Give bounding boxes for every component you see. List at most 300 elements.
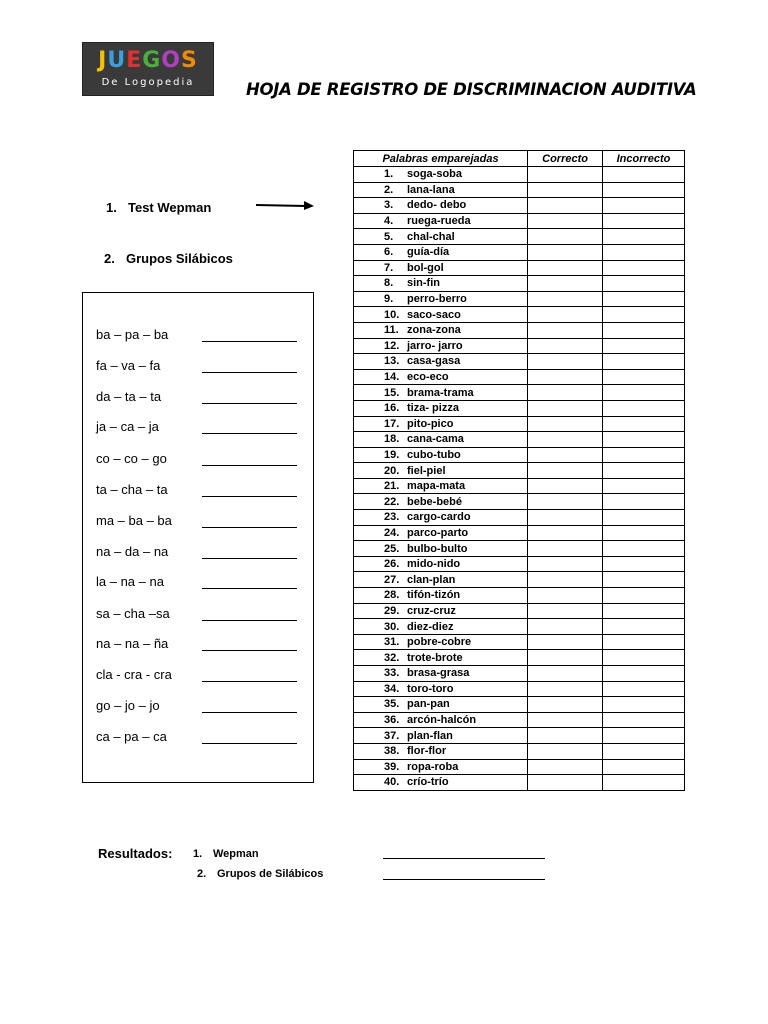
incorrecto-cell[interactable]	[603, 291, 685, 307]
word-pair: diez-diez	[407, 620, 454, 633]
word-pair-cell	[354, 510, 528, 526]
word-pair: soga-soba	[407, 168, 463, 181]
word-pair-cell	[354, 775, 528, 791]
incorrecto-cell[interactable]	[603, 167, 685, 183]
table-row	[354, 541, 685, 557]
word-pair: lana-lana	[407, 183, 455, 196]
incorrecto-cell[interactable]	[603, 322, 685, 338]
syllable-text: ca – pa – ca	[96, 729, 167, 744]
word-pair: pan-pan	[407, 698, 450, 711]
word-pair: cargo-cardo	[407, 511, 471, 524]
table-row	[354, 510, 685, 526]
arrow-right-icon	[256, 199, 316, 213]
table-row	[354, 369, 685, 385]
incorrecto-cell[interactable]	[603, 697, 685, 713]
result-item-wepman	[193, 848, 259, 860]
row-number: 1.	[384, 168, 394, 181]
row-number: 20.	[384, 464, 400, 477]
result-number: 1.	[193, 848, 203, 860]
logo-subtitle: De Logopedia	[101, 77, 195, 88]
row-number: 34.	[384, 682, 400, 695]
correcto-cell[interactable]	[528, 463, 603, 479]
incorrecto-cell[interactable]	[603, 603, 685, 619]
word-pair: mapa-mata	[407, 480, 466, 493]
syllable-row	[96, 636, 306, 656]
section-label: Grupos Silábicos	[126, 251, 233, 266]
result-number: 2.	[197, 868, 207, 880]
word-pair-cell	[354, 369, 528, 385]
word-pair: chal-chal	[407, 230, 455, 243]
word-pair-cell	[354, 198, 528, 214]
section-number: 2.	[104, 251, 115, 266]
word-pair: saco-saco	[407, 308, 461, 321]
correcto-cell[interactable]	[528, 322, 603, 338]
section-label: Test Wepman	[128, 200, 212, 215]
table-header-row	[354, 151, 685, 167]
table-row	[354, 712, 685, 728]
table-row	[354, 775, 685, 791]
table-row	[354, 447, 685, 463]
syllable-text: na – na – ña	[96, 636, 169, 651]
word-pair: cubo-tubo	[407, 448, 461, 461]
syllable-answer-line[interactable]	[202, 465, 297, 466]
incorrecto-cell[interactable]	[603, 213, 685, 229]
word-pair-cell	[354, 244, 528, 260]
row-number: 8.	[384, 277, 394, 290]
table-row	[354, 681, 685, 697]
row-number: 3.	[384, 199, 394, 212]
incorrecto-cell[interactable]	[603, 494, 685, 510]
word-pair-cell	[354, 291, 528, 307]
syllable-answer-line[interactable]	[202, 620, 297, 621]
syllable-answer-line[interactable]	[202, 433, 297, 434]
section-grupos-silabicos	[104, 251, 233, 266]
correcto-cell[interactable]	[528, 385, 603, 401]
correcto-cell[interactable]	[528, 447, 603, 463]
word-pair-cell	[354, 541, 528, 557]
word-pair-cell	[354, 588, 528, 604]
incorrecto-cell[interactable]	[603, 619, 685, 635]
correcto-cell[interactable]	[528, 728, 603, 744]
word-pair: zona-zona	[407, 324, 461, 337]
incorrecto-cell[interactable]	[603, 510, 685, 526]
row-number: 2.	[384, 183, 394, 196]
table-row	[354, 494, 685, 510]
word-pair-cell	[354, 260, 528, 276]
incorrecto-cell[interactable]	[603, 588, 685, 604]
correcto-cell[interactable]	[528, 213, 603, 229]
correcto-cell[interactable]	[528, 229, 603, 245]
word-pair-cell	[354, 463, 528, 479]
correcto-cell[interactable]	[528, 634, 603, 650]
row-number: 30.	[384, 620, 400, 633]
incorrecto-cell[interactable]	[603, 650, 685, 666]
word-pair-cell	[354, 743, 528, 759]
table-row	[354, 666, 685, 682]
word-pair: sin-fin	[407, 277, 440, 290]
incorrecto-cell[interactable]	[603, 369, 685, 385]
syllable-text: ba – pa – ba	[96, 327, 169, 342]
row-number: 14.	[384, 371, 400, 384]
correcto-cell[interactable]	[528, 198, 603, 214]
incorrecto-cell[interactable]	[603, 478, 685, 494]
table-row	[354, 697, 685, 713]
word-pair: perro-berro	[407, 293, 467, 306]
correcto-cell[interactable]	[528, 494, 603, 510]
word-pair-cell	[354, 447, 528, 463]
word-pair: tiza- pizza	[407, 402, 459, 415]
word-pair: fiel-piel	[407, 464, 446, 477]
syllable-answer-line[interactable]	[202, 743, 297, 744]
incorrecto-cell[interactable]	[603, 743, 685, 759]
incorrecto-cell[interactable]	[603, 400, 685, 416]
word-pair: guía-día	[407, 246, 450, 259]
word-pair: ruega-rueda	[407, 215, 471, 228]
correcto-cell[interactable]	[528, 619, 603, 635]
section-number: 1.	[106, 200, 117, 215]
correcto-cell[interactable]	[528, 712, 603, 728]
table-row	[354, 291, 685, 307]
word-pair-cell	[354, 712, 528, 728]
correcto-cell[interactable]	[528, 603, 603, 619]
syllable-row	[96, 729, 306, 749]
table-row	[354, 463, 685, 479]
syllable-answer-line[interactable]	[202, 650, 297, 651]
incorrecto-cell[interactable]	[603, 525, 685, 541]
incorrecto-cell[interactable]	[603, 198, 685, 214]
logo-letter: G	[142, 48, 162, 73]
word-pair-cell	[354, 681, 528, 697]
row-number: 24.	[384, 526, 400, 539]
row-number: 40.	[384, 776, 400, 789]
table-row	[354, 385, 685, 401]
syllable-text: cla - cra - cra	[96, 667, 172, 682]
row-number: 5.	[384, 230, 394, 243]
row-number: 6.	[384, 246, 394, 259]
section-test-wepman	[106, 200, 211, 215]
correcto-cell[interactable]	[528, 276, 603, 292]
correcto-cell[interactable]	[528, 510, 603, 526]
word-pair-cell	[354, 556, 528, 572]
incorrecto-cell[interactable]	[603, 634, 685, 650]
word-pair: arcón-halcón	[407, 714, 477, 727]
correcto-cell[interactable]	[528, 743, 603, 759]
syllable-text: na – da – na	[96, 544, 169, 559]
word-pair-cell	[354, 666, 528, 682]
correcto-cell[interactable]	[528, 244, 603, 260]
table-row	[354, 400, 685, 416]
table-row	[354, 338, 685, 354]
row-number: 26.	[384, 558, 400, 571]
incorrecto-cell[interactable]	[603, 447, 685, 463]
word-pair: flor-flor	[407, 745, 447, 758]
word-pair-cell	[354, 634, 528, 650]
table-row	[354, 759, 685, 775]
result-answer-line[interactable]	[383, 879, 545, 880]
word-pair: bebe-bebé	[407, 495, 463, 508]
table-row	[354, 416, 685, 432]
syllable-answer-line[interactable]	[202, 527, 297, 528]
correcto-cell[interactable]	[528, 556, 603, 572]
incorrecto-cell[interactable]	[603, 572, 685, 588]
row-number: 33.	[384, 667, 400, 680]
word-pair-cell	[354, 697, 528, 713]
incorrecto-cell[interactable]	[603, 182, 685, 198]
word-pair: pito-pico	[407, 417, 454, 430]
syllable-row	[96, 419, 306, 439]
correcto-cell[interactable]	[528, 759, 603, 775]
word-pair-cell	[354, 400, 528, 416]
result-label: Grupos de Silábicos	[217, 868, 324, 880]
row-number: 22.	[384, 495, 400, 508]
row-number: 28.	[384, 589, 400, 602]
word-pair-cell	[354, 322, 528, 338]
row-number: 35.	[384, 698, 400, 711]
word-pair: jarro- jarro	[407, 339, 463, 352]
row-number: 32.	[384, 651, 400, 664]
word-pair: brama-trama	[407, 386, 474, 399]
word-pair-cell	[354, 338, 528, 354]
correcto-cell[interactable]	[528, 400, 603, 416]
syllable-text: ta – cha – ta	[96, 482, 168, 497]
syllable-row	[96, 389, 306, 409]
correcto-cell[interactable]	[528, 681, 603, 697]
word-pair: brasa-grasa	[407, 667, 470, 680]
row-number: 15.	[384, 386, 400, 399]
table-row	[354, 556, 685, 572]
correcto-cell[interactable]	[528, 650, 603, 666]
word-pair-cell	[354, 213, 528, 229]
word-pair-cell	[354, 354, 528, 370]
word-pair-cell	[354, 385, 528, 401]
word-pair-cell	[354, 572, 528, 588]
syllable-text: la – na – na	[96, 574, 164, 589]
correcto-cell[interactable]	[528, 167, 603, 183]
word-pair: mido-nido	[407, 558, 461, 571]
incorrecto-cell[interactable]	[603, 681, 685, 697]
table-row	[354, 743, 685, 759]
word-pair: pobre-cobre	[407, 636, 472, 649]
syllable-row	[96, 513, 306, 533]
syllable-text: sa – cha –sa	[96, 606, 170, 621]
word-pair: dedo- debo	[407, 199, 467, 212]
row-number: 37.	[384, 729, 400, 742]
table-row	[354, 229, 685, 245]
row-number: 10.	[384, 308, 400, 321]
page-title: HOJA DE REGISTRO DE DISCRIMINACION AUDITIVA	[246, 80, 697, 99]
table-row	[354, 525, 685, 541]
result-answer-line[interactable]	[383, 858, 545, 859]
result-item-grupos	[197, 868, 323, 880]
correcto-cell[interactable]	[528, 572, 603, 588]
row-number: 31.	[384, 636, 400, 649]
syllable-text: da – ta – ta	[96, 389, 162, 404]
correcto-cell[interactable]	[528, 666, 603, 682]
row-number: 21.	[384, 480, 400, 493]
incorrecto-cell[interactable]	[603, 775, 685, 791]
table-row	[354, 260, 685, 276]
row-number: 25.	[384, 542, 400, 555]
incorrecto-cell[interactable]	[603, 759, 685, 775]
syllable-text: fa – va – fa	[96, 358, 161, 373]
incorrecto-cell[interactable]	[603, 432, 685, 448]
results-label: Resultados:	[98, 846, 173, 861]
table-row	[354, 619, 685, 635]
incorrecto-cell[interactable]	[603, 556, 685, 572]
table-row	[354, 478, 685, 494]
syllable-text: ja – ca – ja	[96, 419, 159, 434]
word-pair: bol-gol	[407, 261, 444, 274]
syllable-answer-line[interactable]	[202, 712, 297, 713]
syllable-answer-line[interactable]	[202, 341, 297, 342]
row-number: 13.	[384, 355, 400, 368]
correcto-cell[interactable]	[528, 182, 603, 198]
incorrecto-cell[interactable]	[603, 338, 685, 354]
table-row	[354, 728, 685, 744]
table-row	[354, 182, 685, 198]
syllable-text: ma – ba – ba	[96, 513, 172, 528]
table-row	[354, 603, 685, 619]
word-pair: casa-gasa	[407, 355, 461, 368]
syllable-answer-line[interactable]	[202, 496, 297, 497]
incorrecto-cell[interactable]	[603, 276, 685, 292]
word-pair-cell	[354, 603, 528, 619]
word-pair-cell	[354, 494, 528, 510]
word-pair-cell	[354, 478, 528, 494]
correcto-cell[interactable]	[528, 588, 603, 604]
table-row	[354, 244, 685, 260]
row-number: 38.	[384, 745, 400, 758]
logo-letter: O	[161, 48, 181, 73]
word-pair: cana-cama	[407, 433, 464, 446]
word-pair-cell	[354, 650, 528, 666]
incorrecto-cell[interactable]	[603, 416, 685, 432]
syllable-row	[96, 327, 306, 347]
row-number: 19.	[384, 448, 400, 461]
syllable-row	[96, 574, 306, 594]
incorrecto-cell[interactable]	[603, 229, 685, 245]
header-palabras: Palabras emparejadas	[354, 151, 528, 167]
logo-letter: U	[107, 48, 127, 73]
word-pair-cell	[354, 229, 528, 245]
correcto-cell[interactable]	[528, 260, 603, 276]
row-number: 4.	[384, 215, 394, 228]
incorrecto-cell[interactable]	[603, 385, 685, 401]
correcto-cell[interactable]	[528, 541, 603, 557]
word-pair: toro-toro	[407, 682, 454, 695]
word-pair-cell	[354, 525, 528, 541]
incorrecto-cell[interactable]	[603, 541, 685, 557]
correcto-cell[interactable]	[528, 416, 603, 432]
row-number: 12.	[384, 339, 400, 352]
table-row	[354, 322, 685, 338]
word-pair: bulbo-bulto	[407, 542, 468, 555]
table-row	[354, 572, 685, 588]
correcto-cell[interactable]	[528, 525, 603, 541]
header-correcto: Correcto	[528, 151, 603, 167]
row-number: 39.	[384, 760, 400, 773]
word-pair: clan-plan	[407, 573, 456, 586]
correcto-cell[interactable]	[528, 338, 603, 354]
incorrecto-cell[interactable]	[603, 712, 685, 728]
table-row	[354, 432, 685, 448]
incorrecto-cell[interactable]	[603, 244, 685, 260]
word-pair-cell	[354, 619, 528, 635]
syllable-answer-line[interactable]	[202, 403, 297, 404]
correcto-cell[interactable]	[528, 354, 603, 370]
word-pair-cell	[354, 728, 528, 744]
incorrecto-cell[interactable]	[603, 354, 685, 370]
word-pair-cell	[354, 276, 528, 292]
syllable-row	[96, 606, 306, 626]
row-number: 36.	[384, 714, 400, 727]
incorrecto-cell[interactable]	[603, 666, 685, 682]
incorrecto-cell[interactable]	[603, 307, 685, 323]
syllable-answer-line[interactable]	[202, 681, 297, 682]
table-row	[354, 276, 685, 292]
word-pair-cell	[354, 167, 528, 183]
word-pair: trote-brote	[407, 651, 463, 664]
table-row	[354, 354, 685, 370]
row-number: 7.	[384, 261, 394, 274]
row-number: 23.	[384, 511, 400, 524]
correcto-cell[interactable]	[528, 291, 603, 307]
word-pair-cell	[354, 182, 528, 198]
logo	[82, 42, 214, 96]
table-row	[354, 634, 685, 650]
correcto-cell[interactable]	[528, 369, 603, 385]
row-number: 27.	[384, 573, 400, 586]
word-pair: cruz-cruz	[407, 604, 456, 617]
correcto-cell[interactable]	[528, 478, 603, 494]
syllable-row	[96, 451, 306, 471]
logo-letter: J	[98, 48, 108, 73]
syllable-answer-line[interactable]	[202, 588, 297, 589]
row-number: 16.	[384, 402, 400, 415]
logo-letter: E	[126, 48, 143, 73]
table-row	[354, 650, 685, 666]
row-number: 11.	[384, 324, 399, 337]
syllable-row	[96, 544, 306, 564]
correcto-cell[interactable]	[528, 307, 603, 323]
word-pair: eco-eco	[407, 371, 449, 384]
word-pair-cell	[354, 759, 528, 775]
word-pairs-table	[353, 150, 685, 791]
word-pair: parco-parto	[407, 526, 469, 539]
correcto-cell[interactable]	[528, 775, 603, 791]
syllable-answer-line[interactable]	[202, 558, 297, 559]
syllable-answer-line[interactable]	[202, 372, 297, 373]
syllable-row	[96, 667, 306, 687]
syllable-row	[96, 482, 306, 502]
incorrecto-cell[interactable]	[603, 463, 685, 479]
word-pair: ropa-roba	[407, 760, 459, 773]
table-row	[354, 167, 685, 183]
syllable-text: go – jo – jo	[96, 698, 160, 713]
logo-letter: S	[181, 48, 198, 73]
incorrecto-cell[interactable]	[603, 260, 685, 276]
table-row	[354, 588, 685, 604]
syllable-groups-box	[82, 292, 314, 783]
syllable-row	[96, 698, 306, 718]
correcto-cell[interactable]	[528, 697, 603, 713]
row-number: 29.	[384, 604, 400, 617]
incorrecto-cell[interactable]	[603, 728, 685, 744]
correcto-cell[interactable]	[528, 432, 603, 448]
syllable-text: co – co – go	[96, 451, 167, 466]
syllable-row	[96, 358, 306, 378]
word-pair: tifón-tizón	[407, 589, 461, 602]
